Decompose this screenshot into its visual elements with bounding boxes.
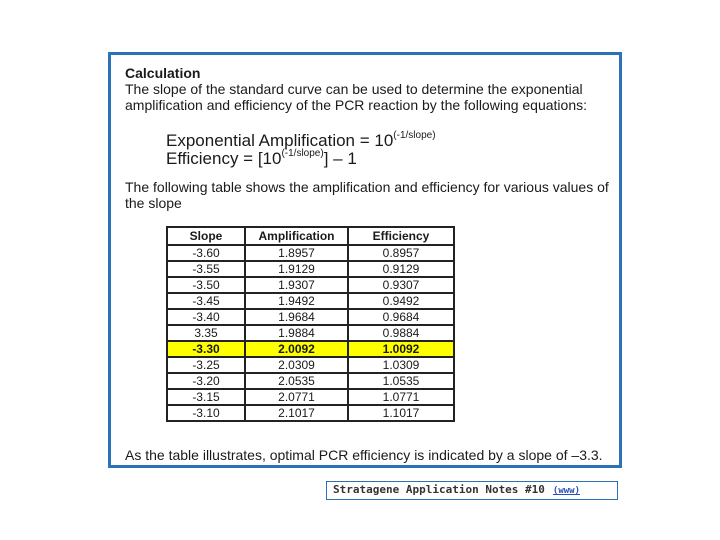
table-row-highlighted — [167, 341, 454, 357]
table-row — [167, 261, 454, 277]
slope-cell: -3.50 — [167, 277, 245, 293]
table-row — [167, 405, 454, 421]
efficiency-cell: 1.0771 — [348, 389, 454, 405]
efficiency-equation — [166, 145, 357, 168]
table-intro-paragraph: The following table shows the amplification and efficiency for various values of the slope — [125, 179, 609, 211]
amplification-cell: 2.0309 — [245, 357, 348, 373]
slope-cell: -3.15 — [167, 389, 245, 405]
table-row — [167, 245, 454, 261]
efficiency-cell: 0.9129 — [348, 261, 454, 277]
table-row — [167, 293, 454, 309]
slope-cell: -3.10 — [167, 405, 245, 421]
efficiency-cell: 0.9684 — [348, 309, 454, 325]
table-row — [167, 277, 454, 293]
equation-text: Exponential Amplification = 10 — [166, 131, 394, 150]
efficiency-cell: 0.9492 — [348, 293, 454, 309]
amplification-cell: 2.1017 — [245, 405, 348, 421]
efficiency-cell: 0.9884 — [348, 325, 454, 341]
efficiency-cell: 0.9307 — [348, 277, 454, 293]
section-heading: Calculation — [125, 65, 201, 81]
slope-cell: -3.55 — [167, 261, 245, 277]
table-row — [167, 325, 454, 341]
intro-paragraph: The slope of the standard curve can be used to determine the exponential amplification and efficiency of the PCR reaction by the following equations: — [125, 81, 588, 113]
efficiency-cell: 1.0092 — [348, 341, 454, 357]
efficiency-cell: 1.0309 — [348, 357, 454, 373]
amplification-cell: 2.0535 — [245, 373, 348, 389]
amplification-cell: 1.9307 — [245, 277, 348, 293]
table-row — [167, 357, 454, 373]
www-link[interactable]: (www) — [552, 486, 581, 496]
efficiency-cell: 0.8957 — [348, 245, 454, 261]
slope-cell: -3.30 — [167, 341, 245, 357]
column-header-slope: Slope — [167, 227, 245, 245]
slope-cell: -3.20 — [167, 373, 245, 389]
column-header-efficiency: Efficiency — [348, 227, 454, 245]
calculation-panel — [108, 52, 622, 468]
equation-exponent: (-1/slope) — [281, 148, 324, 159]
table-row — [167, 309, 454, 325]
amplification-cell: 1.9492 — [245, 293, 348, 309]
column-header-amplification: Amplification — [245, 227, 348, 245]
slope-efficiency-table — [166, 226, 455, 422]
amplification-cell: 2.0771 — [245, 389, 348, 405]
slope-cell: -3.45 — [167, 293, 245, 309]
slope-cell: -3.25 — [167, 357, 245, 373]
amplification-cell: 1.8957 — [245, 245, 348, 261]
source-text: Stratagene Application Notes #10 — [333, 483, 545, 496]
efficiency-cell: 1.0535 — [348, 373, 454, 389]
amplification-cell: 2.0092 — [245, 341, 348, 357]
table-row — [167, 389, 454, 405]
amplification-cell: 1.9884 — [245, 325, 348, 341]
amplification-cell: 1.9129 — [245, 261, 348, 277]
table-row — [167, 373, 454, 389]
equation-exponent: (-1/slope) — [393, 130, 436, 141]
slope-cell: -3.40 — [167, 309, 245, 325]
table-header-row — [167, 227, 454, 245]
equation-tail: ] – 1 — [323, 149, 357, 168]
efficiency-cell: 1.1017 — [348, 405, 454, 421]
source-caption — [326, 481, 618, 500]
conclusion-paragraph: As the table illustrates, optimal PCR efficiency is indicated by a slope of –3.3. — [125, 447, 603, 463]
slope-cell: -3.60 — [167, 245, 245, 261]
amplification-cell: 1.9684 — [245, 309, 348, 325]
slope-cell: 3.35 — [167, 325, 245, 341]
equation-text: Efficiency = [10 — [166, 149, 282, 168]
